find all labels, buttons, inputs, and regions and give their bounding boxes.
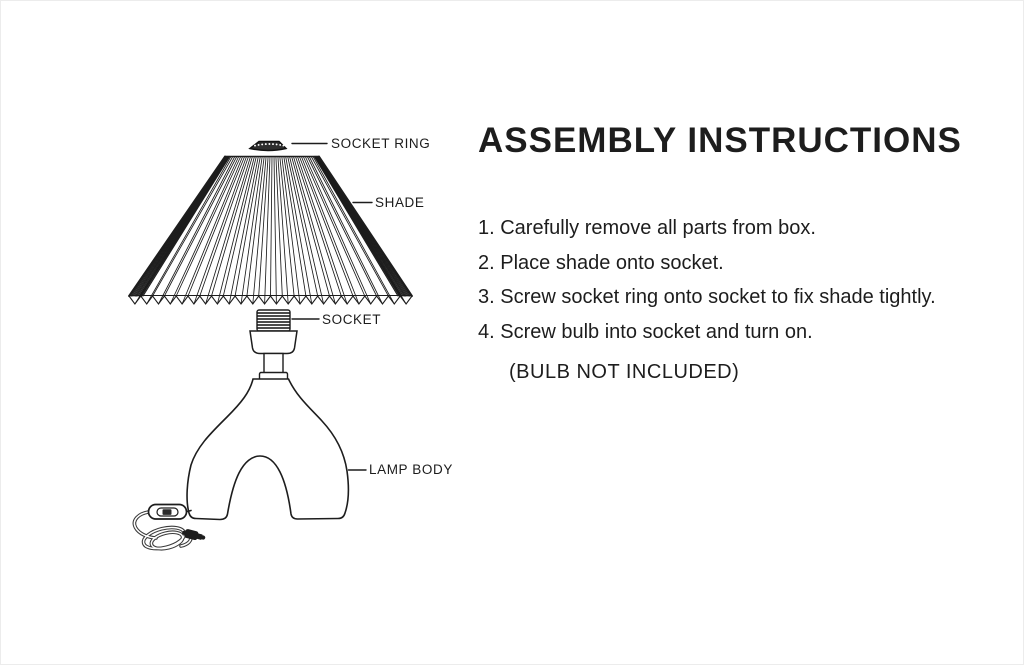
instruction-steps [478,218,1008,383]
instruction-step-3: 3. Screw socket ring onto socket to fix shade tightly. [478,286,936,308]
page-title: ASSEMBLY INSTRUCTIONS [478,121,962,160]
instruction-step-4: 4. Screw bulb into socket and turn on. [478,320,813,343]
shade-pleats-group [129,157,412,305]
shade-zigzag [129,296,412,304]
bulb-not-included-note: (BULB NOT INCLUDED) [509,360,740,383]
socket-icon [250,310,297,380]
shade-icon [129,157,412,305]
instructions-panel [478,123,1008,383]
socket-label: SOCKET [322,312,382,327]
socket-ring-label: SOCKET RING [331,136,431,151]
instruction-step-1: 1. Carefully remove all parts from box. [478,217,816,239]
inline-switch-icon [149,505,187,520]
lamp-body-label: LAMP BODY [369,462,453,477]
shade-label: SHADE [375,195,425,210]
instruction-step-2: 2. Place shade onto socket. [478,251,724,274]
lamp-diagram [1,1,471,601]
lamp-body-icon [187,379,348,520]
socket-ring-icon [250,142,286,151]
